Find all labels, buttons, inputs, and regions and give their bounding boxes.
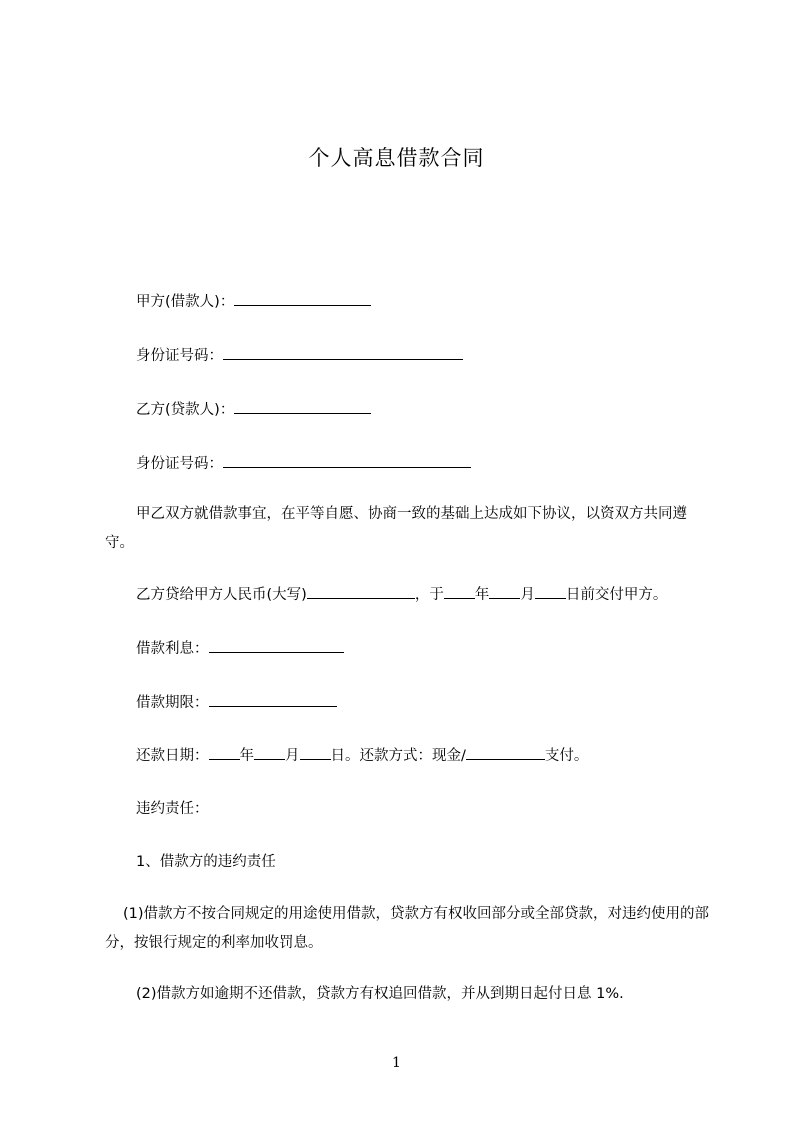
repay-day-blank[interactable] bbox=[300, 745, 331, 760]
section-1-heading: 1、借款方的违约责任 bbox=[136, 854, 276, 870]
loan-prefix: 乙方贷给甲方人民币(大写) bbox=[136, 587, 307, 603]
intro-paragraph bbox=[105, 500, 715, 558]
intro-text: 甲乙双方就借款事宜，在平等自愿、协商一致的基础上达成如下协议，以资双方共同遵守。 bbox=[105, 506, 687, 551]
party-b-blank[interactable] bbox=[234, 399, 371, 414]
interest-label: 借款利息： bbox=[136, 641, 209, 657]
repay-month-label: 月 bbox=[285, 748, 300, 764]
loan-amount-blank[interactable] bbox=[307, 584, 415, 599]
repay-year-label: 年 bbox=[239, 748, 254, 764]
repay-line bbox=[136, 745, 588, 766]
loan-suffix: 日前交付甲方。 bbox=[565, 587, 668, 603]
party-a-blank[interactable] bbox=[234, 291, 371, 306]
id-no-a-blank[interactable] bbox=[223, 345, 463, 360]
repay-prefix: 还款日期： bbox=[136, 748, 209, 764]
id-no-b-blank[interactable] bbox=[223, 453, 471, 468]
interest-line bbox=[136, 638, 344, 659]
term-line bbox=[136, 692, 337, 713]
loan-month-label: 月 bbox=[520, 587, 535, 603]
id-no-a-label: 身份证号码： bbox=[136, 348, 223, 364]
term-label: 借款期限： bbox=[136, 695, 209, 711]
id-no-b-label: 身份证号码： bbox=[136, 456, 223, 472]
interest-blank[interactable] bbox=[209, 638, 344, 653]
repay-day-suffix: 日。还款方式：现金/ bbox=[330, 748, 466, 764]
liability-heading: 违约责任： bbox=[136, 801, 209, 817]
party-a-label: 甲方(借款人)： bbox=[136, 294, 235, 310]
repay-month-blank[interactable] bbox=[254, 745, 285, 760]
loan-mid: ，于 bbox=[414, 587, 444, 603]
loan-month-blank[interactable] bbox=[489, 584, 520, 599]
repay-suffix: 支付。 bbox=[544, 748, 589, 764]
clause-2-line: (2)借款方如逾期不还借款，贷款方有权追回借款，并从到期日起付日息 1%. bbox=[136, 986, 624, 1002]
page-number: 1 bbox=[392, 1055, 401, 1071]
loan-year-label: 年 bbox=[474, 587, 490, 603]
party-b-line bbox=[136, 399, 371, 420]
document-title: 个人高息借款合同 bbox=[308, 146, 485, 170]
clause-1-paragraph bbox=[105, 900, 715, 958]
id-no-b-line bbox=[136, 453, 471, 474]
party-b-label: 乙方(贷款人)： bbox=[136, 402, 235, 418]
repay-year-blank[interactable] bbox=[209, 745, 240, 760]
repay-method-blank[interactable] bbox=[466, 745, 545, 760]
loan-year-blank[interactable] bbox=[444, 584, 475, 599]
clause-1-text: (1)借款方不按合同规定的用途使用借款，贷款方有权收回部分或全部贷款，对违约使用的部分，按银行规定的利率加收罚息。 bbox=[105, 906, 710, 951]
loan-day-blank[interactable] bbox=[535, 584, 566, 599]
party-a-line bbox=[136, 291, 371, 312]
term-blank[interactable] bbox=[209, 692, 337, 707]
loan-amount-line bbox=[136, 584, 667, 605]
id-no-a-line bbox=[136, 345, 463, 366]
